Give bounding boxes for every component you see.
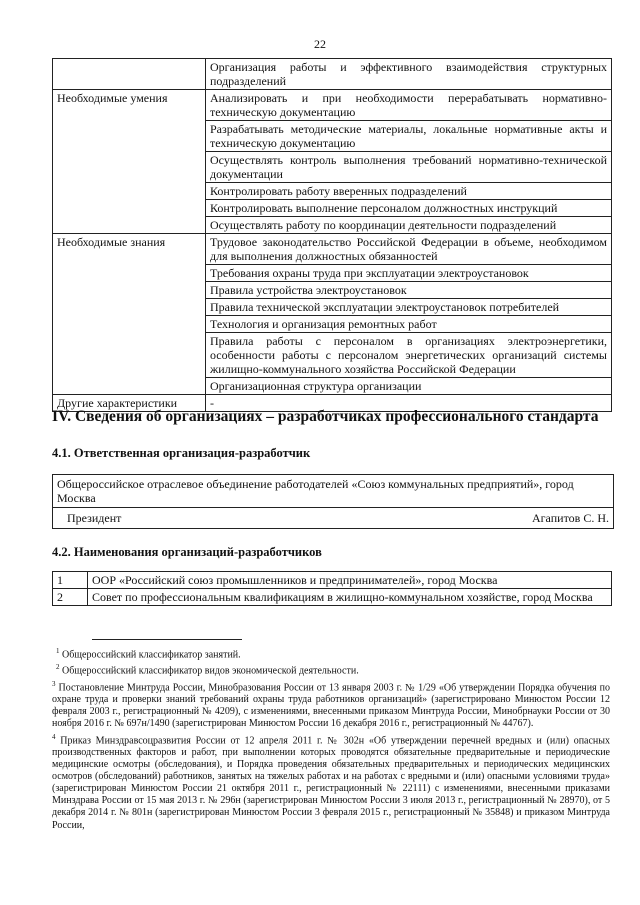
footnote-number: 2 [56, 663, 60, 672]
row-item: Технология и организация ремонтных работ [206, 316, 612, 333]
developer-number: 2 [53, 589, 88, 606]
subsection-heading-developers: 4.2. Наименования организаций-разработчиков [52, 545, 322, 559]
table-row [53, 90, 612, 121]
developer-number: 1 [53, 572, 88, 589]
developer-name: ООР «Российский союз промышленников и предпринимателей», город Москва [88, 572, 612, 589]
row-label [53, 59, 206, 90]
row-item: Контролировать работу вверенных подразделений [206, 183, 612, 200]
row-item: Правила технической эксплуатации электроустановок потребителей [206, 299, 612, 316]
footnote [52, 678, 610, 731]
footnote [52, 645, 610, 661]
row-item: Осуществлять работу по координации деятельности подразделений [206, 217, 612, 234]
developer-row [53, 572, 612, 589]
developer-organizations-table [52, 571, 612, 606]
footnote-separator [92, 639, 242, 640]
row-item: - [206, 395, 612, 412]
competency-table [52, 58, 612, 412]
developer-name: Совет по профессиональным квалификациям в жилищно-коммунальном хозяйстве, город Москва [88, 589, 612, 606]
row-item: Требования охраны труда при эксплуатации электроустановок [206, 265, 612, 282]
row-item: Разрабатывать методические материалы, локальные нормативные акты и техническую документацию [206, 121, 612, 152]
footnote-number: 1 [56, 647, 60, 655]
subsection-heading-responsible: 4.1. Ответственная организация-разработчик [52, 446, 311, 460]
row-item: Правила работы с персоналом в организациях электроэнергетики, особенности работы с персоналом энергетических организаций системы жилищно-коммунального хозяйства Российской Федерации [206, 333, 612, 378]
footnote-number: 4 [52, 732, 56, 741]
footnote-number: 3 [52, 679, 56, 688]
responsible-organization-name: Общероссийское отраслевое объединение работодателей «Союз коммунальных предприятий», город Москва [53, 475, 613, 508]
row-label: Другие характеристики [53, 395, 206, 412]
row-item: Трудовое законодательство Российской Федерации в объеме, необходимом для выполнения должностных обязанностей [206, 234, 612, 265]
table-row [53, 234, 612, 265]
footnotes [52, 645, 610, 832]
footnote-text: Постановление Минтруда России, Минобразования России от 13 января 2003 г. № 1/29 «Об утверждении Порядка обучения по охране труда и проверки знаний требований охраны труда работников организаций» (зарегистрировано Минюстом России 12 февраля 2003 г., регистрационный № 4209), с изменениями, внесенными приказом Минтруда России, Минобрнауки России от 30 ноября 2016 г. № 697н/1490 (зарегистрирован Минюстом России 16 декабря 2016 г., регистрационный № 44767). [52, 682, 610, 730]
signatory-position: Президент [67, 511, 122, 525]
footnote-text: Приказ Минздравсоцразвития России от 12 апреля 2011 г. № 302н «Об утверждении перечней вредных и (или) опасных производственных факторов и работ, при выполнении которых проводятся обязательные предварительные и периодические медицинские осмотры (обследования), и Порядка проведения обязательных предварительных и периодических медицинских осмотров (обследований) работников, занятых на тяжелых работах и на работах с вредными и (или) опасными условиями труда» (зарегистрирован Минюстом России 21 октября 2011 г., регистрационный № 22111) с изменениями, внесенными приказами Минздрава России от 15 мая 2013 г. № 296н (зарегистрирован Минюстом России 3 июля 2013 г., регистрационный № 28970), от 5 декабря 2014 г. № 801н (зарегистрирован Минюстом России 3 февраля 2015 г., регистрационный № 35848) и приказом Минтруда России, [52, 734, 611, 831]
row-item: Контролировать выполнение персоналом должностных инструкций [206, 200, 612, 217]
developer-row [53, 589, 612, 606]
row-label: Необходимые знания [53, 234, 206, 395]
signatory-name: Агапитов С. Н. [531, 511, 609, 525]
row-item: Осуществлять контроль выполнения требований нормативно-технической документации [206, 152, 612, 183]
table-row [53, 59, 612, 90]
footnote-text: Общероссийский классификатор видов экономической деятельности. [62, 665, 359, 677]
row-label: Необходимые умения [53, 90, 206, 234]
footnote-text: Общероссийский классификатор занятий. [62, 649, 241, 661]
footnote [52, 731, 610, 832]
row-item: Организационная структура организации [206, 378, 612, 395]
section-heading: IV. Сведения об организациях – разработчиках профессионального стандарта [52, 408, 599, 425]
row-item: Организация работы и эффективного взаимодействия структурных подразделений [206, 59, 612, 90]
row-item: Правила устройства электроустановок [206, 282, 612, 299]
row-item: Анализировать и при необходимости перерабатывать нормативно-техническую документацию [206, 90, 612, 121]
signatory-row [53, 508, 613, 528]
page-number: 22 [314, 37, 326, 51]
footnote [52, 661, 610, 677]
responsible-organization-box [52, 474, 614, 529]
